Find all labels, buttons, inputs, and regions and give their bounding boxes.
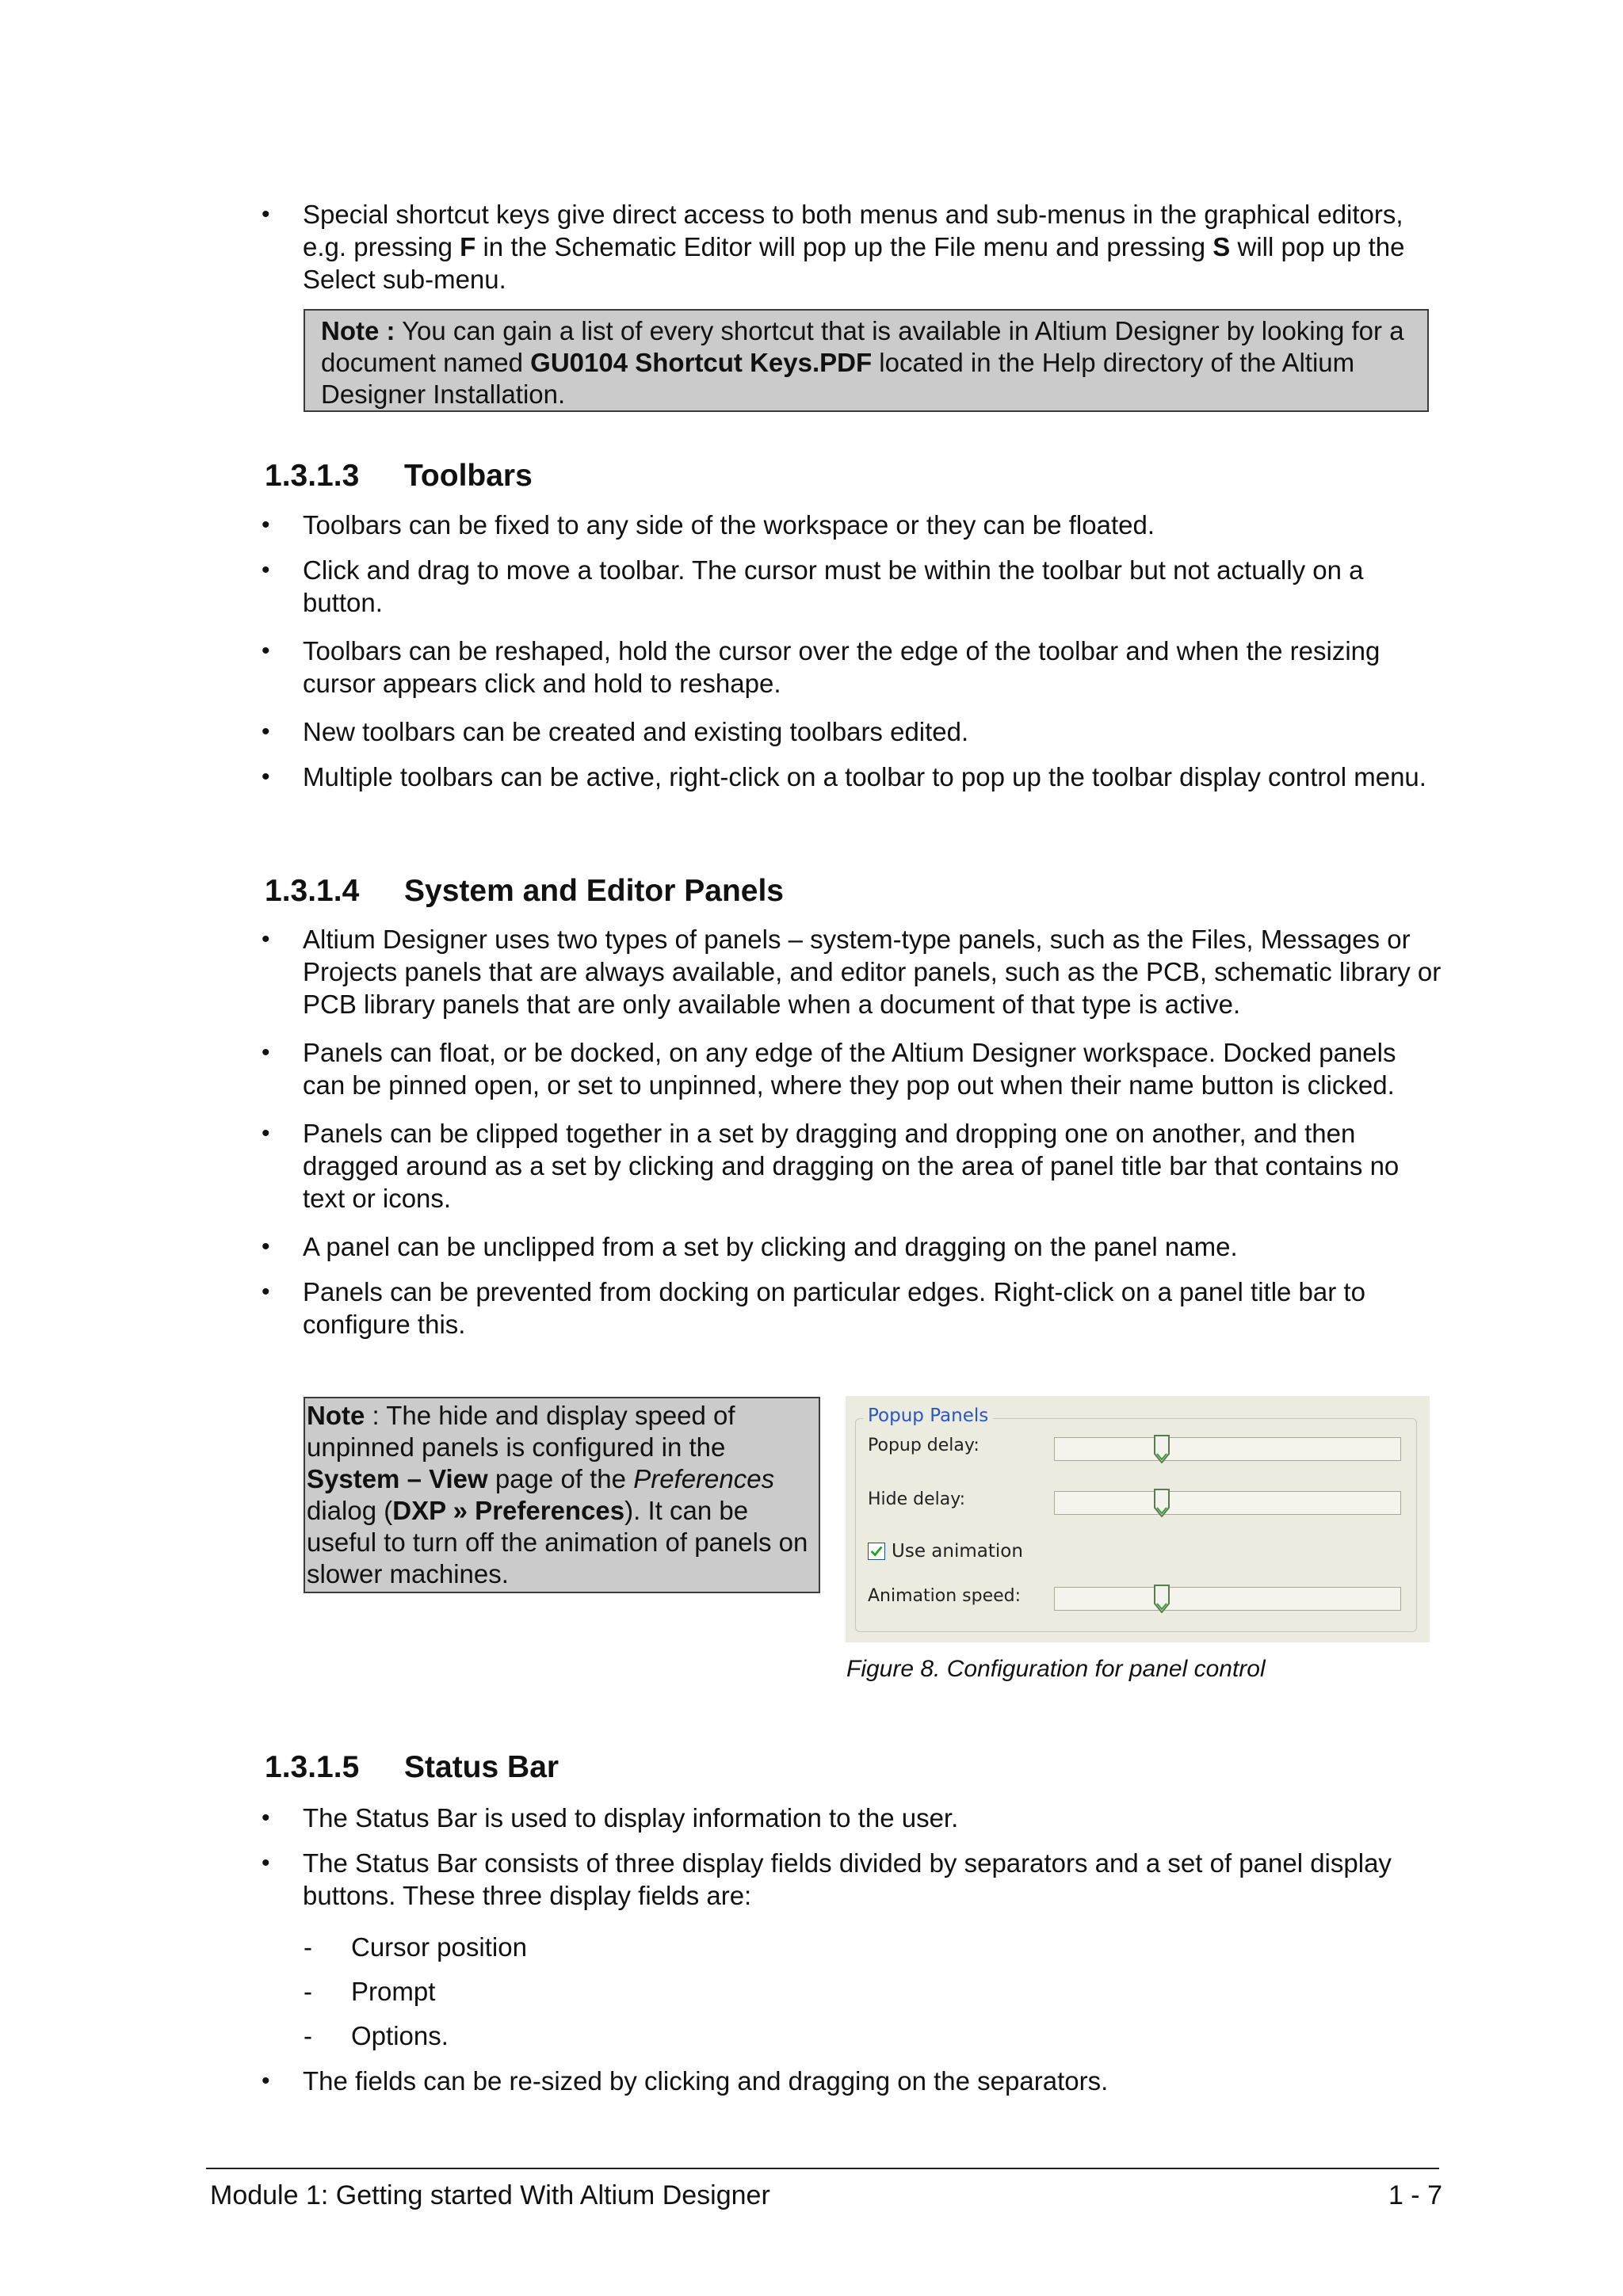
list-item: • Altium Designer uses two types of panels – system-type panels, such as the Files, Messages or Projects panels that are always available, and editor panels, such as the PCB, schematic library or PCB library panels that are only available when a document of that type is active. bbox=[262, 925, 1442, 1019]
list-item: • Multiple toolbars can be active, right-click on a toolbar to pop up the toolbar display control menu. bbox=[262, 762, 1426, 791]
list-item: • Panels can be prevented from docking on particular edges. Right-click on a panel title bar to configure this. bbox=[262, 1277, 1365, 1339]
animation-speed-slider[interactable] bbox=[1054, 1587, 1401, 1611]
list-item: - Cursor position bbox=[304, 1932, 527, 1962]
bullet-icon: • bbox=[262, 1120, 270, 1146]
list-item: • Click and drag to move a toolbar. The cursor must be within the toolbar but not actually on a button. bbox=[262, 555, 1364, 617]
animation-speed-label: Animation speed: bbox=[868, 1586, 1022, 1606]
popup-delay-slider[interactable] bbox=[1054, 1437, 1401, 1461]
list-item: • New toolbars can be created and existing toolbars edited. bbox=[262, 717, 969, 746]
footer-divider bbox=[206, 2168, 1439, 2169]
slider-thumb[interactable] bbox=[1154, 1489, 1170, 1517]
status-bar-bullet-list bbox=[262, 1802, 1442, 1912]
bullet-icon: • bbox=[262, 1850, 270, 1876]
bullet-icon: • bbox=[262, 557, 270, 583]
bullet-icon: • bbox=[262, 201, 270, 227]
heading-toolbars: 1.3.1.3 Toolbars bbox=[265, 459, 533, 493]
bullet-icon: • bbox=[262, 512, 270, 538]
bullet-icon: • bbox=[262, 2068, 270, 2094]
use-animation-checkbox[interactable] bbox=[868, 1543, 885, 1560]
list-item: • The Status Bar consists of three display fields divided by separators and a set of panel display buttons. These three display fields are: bbox=[262, 1848, 1392, 1910]
list-item: • Toolbars can be reshaped, hold the cursor over the edge of the toolbar and when the resizing cursor appears click and hold to reshape. bbox=[262, 636, 1381, 698]
bullet-icon: • bbox=[262, 926, 270, 952]
bullet-icon: • bbox=[262, 1234, 270, 1260]
bullet-icon: • bbox=[262, 764, 270, 790]
list-item: • Toolbars can be fixed to any side of the workspace or they can be floated. bbox=[262, 510, 1155, 540]
popup-delay-label: Popup delay: bbox=[868, 1436, 980, 1455]
list-item: • Panels can be clipped together in a set by dragging and dropping one on another, and then dragged around as a set by clicking and dragging on the area of panel title bar that contains no text or icons. bbox=[262, 1119, 1400, 1213]
bullet-icon: • bbox=[262, 1805, 270, 1831]
shortcut-bullet-list bbox=[262, 198, 1442, 296]
list-item: • The fields can be re-sized by clicking and dragging on the separators. bbox=[262, 2066, 1109, 2096]
list-item: - Options. bbox=[304, 2021, 449, 2050]
status-bar-last-bullet bbox=[262, 2065, 1442, 2097]
panels-bullet-list bbox=[262, 923, 1442, 1341]
footer-page-number: 1 - 7 bbox=[1388, 2180, 1442, 2210]
hide-delay-slider[interactable] bbox=[1054, 1491, 1401, 1515]
hide-delay-label: Hide delay: bbox=[868, 1489, 966, 1509]
bullet-icon: • bbox=[262, 719, 270, 745]
panels-note-box: Note : The hide and display speed of unpinned panels is configured in the System – View page of the Preferences dialog (DXP » Preferences). It can be useful to turn off the animation of panels on slower machines. bbox=[304, 1397, 820, 1593]
bullet-icon: • bbox=[262, 1279, 270, 1305]
footer-module-title: Module 1: Getting started With Altium Designer bbox=[210, 2180, 770, 2210]
checkmark-icon bbox=[869, 1543, 884, 1559]
list-item: • Panels can float, or be docked, on any edge of the Altium Designer workspace. Docked panels can be pinned open, or set to unpinned, where they pop out when their name button is clicked. bbox=[262, 1038, 1396, 1100]
list-item: - Prompt bbox=[304, 1977, 436, 2006]
heading-status-bar: 1.3.1.5 Status Bar bbox=[265, 1750, 559, 1784]
group-title: Popup Panels bbox=[863, 1405, 993, 1426]
use-animation-label: Use animation bbox=[892, 1541, 1023, 1562]
list-item: • Special shortcut keys give direct access to both menus and sub-menus in the graphical editors, e.g. pressing F in the Schematic Editor will pop up the File menu and pressing S will pop up the Select sub-menu. bbox=[262, 200, 1405, 294]
figure-caption: Figure 8. Configuration for panel control bbox=[846, 1656, 1266, 1682]
bullet-icon: • bbox=[262, 1039, 270, 1066]
slider-thumb[interactable] bbox=[1154, 1585, 1170, 1613]
slider-thumb[interactable] bbox=[1154, 1435, 1170, 1463]
status-fields-list bbox=[304, 1931, 527, 2052]
bullet-icon: • bbox=[262, 638, 270, 664]
list-item: • The Status Bar is used to display information to the user. bbox=[262, 1803, 959, 1833]
heading-panels: 1.3.1.4 System and Editor Panels bbox=[265, 874, 784, 908]
shortcut-note-box: Note : You can gain a list of every shortcut that is available in Altium Designer by looking for a document named GU0104 Shortcut Keys.PDF located in the Help directory of the Altium Designer Installation. bbox=[304, 309, 1429, 412]
toolbars-bullet-list bbox=[262, 509, 1442, 793]
list-item: • A panel can be unclipped from a set by clicking and dragging on the panel name. bbox=[262, 1232, 1238, 1261]
popup-panels-figure bbox=[846, 1396, 1430, 1642]
